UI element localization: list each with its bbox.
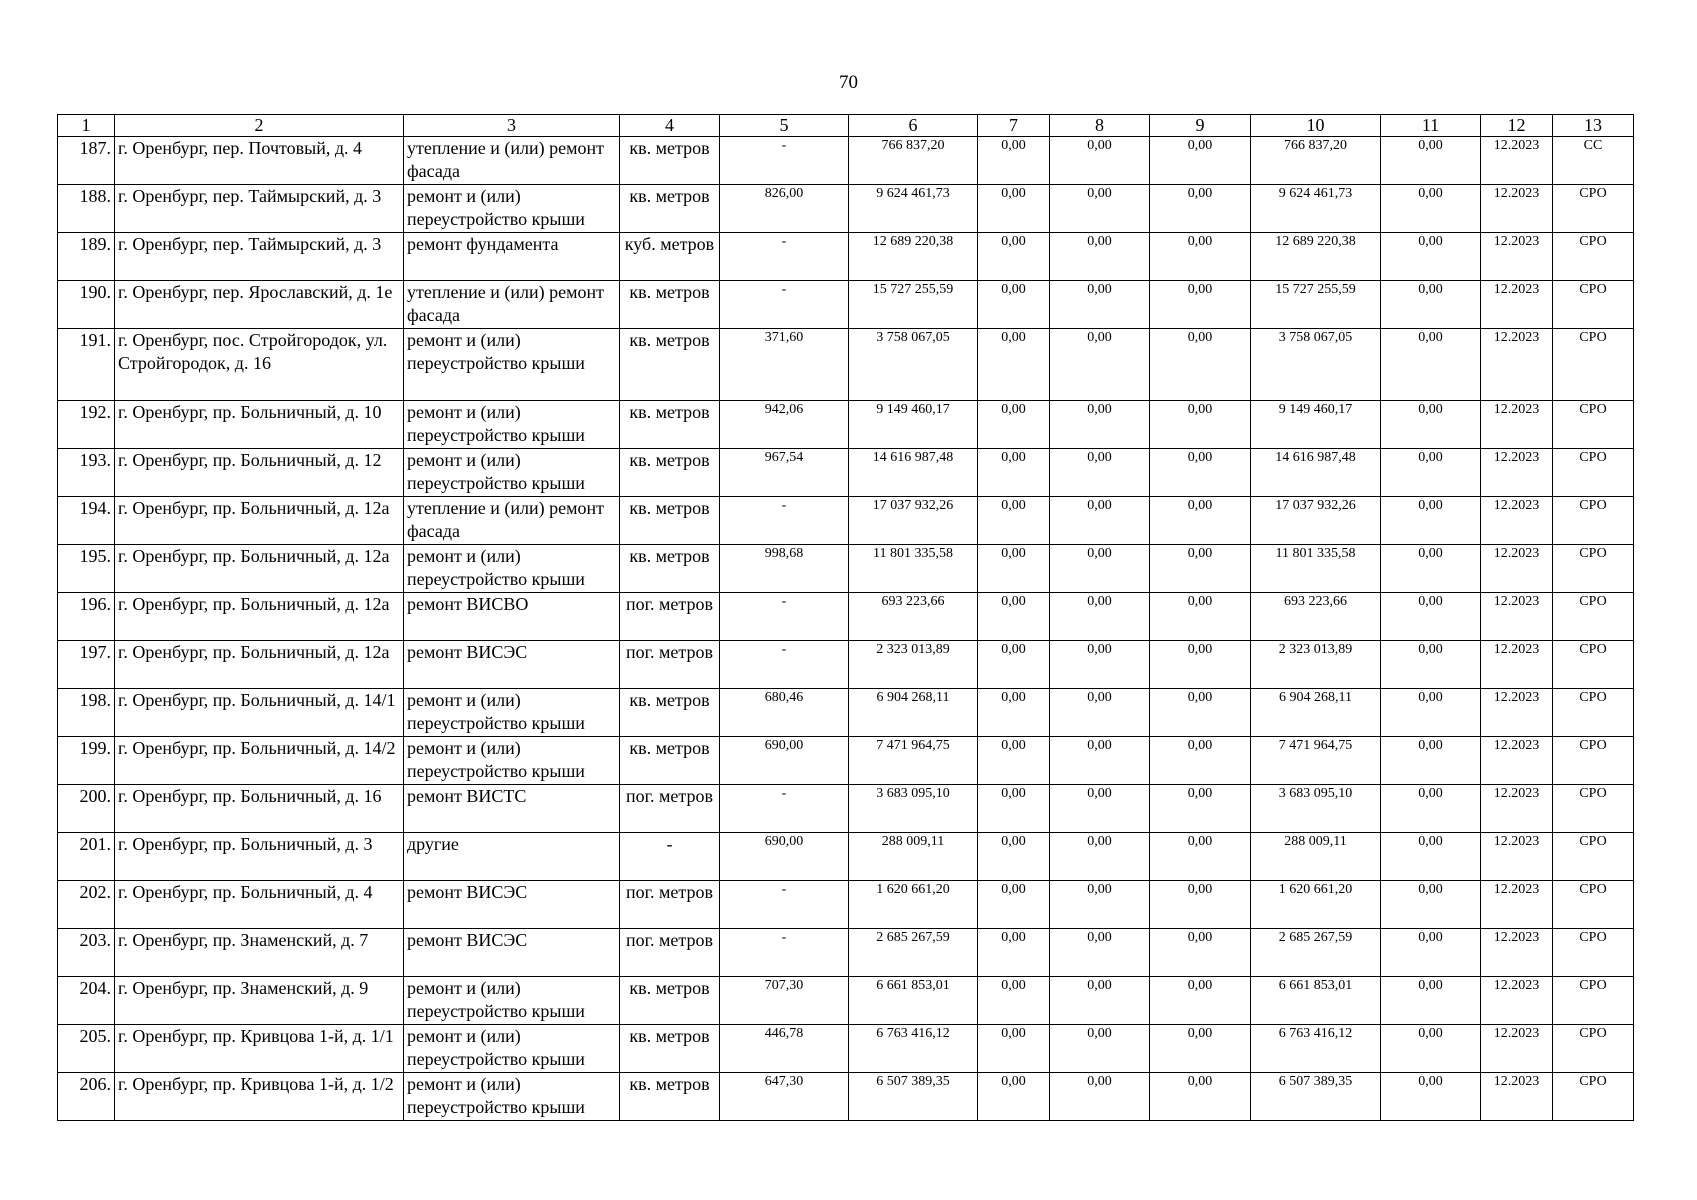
cell-fund-local: 0,00 [1150,449,1251,497]
cell-fund-federal: 0,00 [978,785,1050,833]
cell-address: г. Оренбург, пр. Больничный, д. 14/2 [115,737,404,785]
cell-completion-date: 12.2023 [1481,785,1553,833]
table-row [58,449,1634,497]
cell-total-cost: 288 009,11 [849,833,978,881]
cell-fund-regional: 0,00 [1050,593,1150,641]
cell-fund-method: СРО [1553,641,1634,689]
cell-address: г. Оренбург, пр. Больничный, д. 12а [115,497,404,545]
cell-fund-federal: 0,00 [978,137,1050,185]
table-row [58,281,1634,329]
cell-fund-other: 0,00 [1381,137,1481,185]
column-header-11: 11 [1381,115,1481,137]
cell-fund-local: 0,00 [1150,329,1251,401]
table-row [58,737,1634,785]
cell-fund-method: СРО [1553,497,1634,545]
cell-row-number: 191. [58,329,115,401]
cell-row-number: 206. [58,1073,115,1121]
cell-total-cost: 11 801 335,58 [849,545,978,593]
cell-fund-owners: 288 009,11 [1251,833,1381,881]
cell-fund-federal: 0,00 [978,401,1050,449]
cell-address: г. Оренбург, пр. Больничный, д. 14/1 [115,689,404,737]
cell-completion-date: 12.2023 [1481,329,1553,401]
cell-fund-federal: 0,00 [978,497,1050,545]
cell-volume: 707,30 [720,977,849,1025]
cell-fund-federal: 0,00 [978,641,1050,689]
cell-total-cost: 9 149 460,17 [849,401,978,449]
cell-completion-date: 12.2023 [1481,233,1553,281]
column-header-3: 3 [404,115,620,137]
cell-fund-owners: 9 149 460,17 [1251,401,1381,449]
cell-fund-method: СРО [1553,1025,1634,1073]
cell-address: г. Оренбург, пер. Таймырский, д. 3 [115,233,404,281]
cell-row-number: 187. [58,137,115,185]
cell-unit: кв. метров [620,449,720,497]
cell-volume: 680,46 [720,689,849,737]
cell-unit: кв. метров [620,497,720,545]
cell-fund-federal: 0,00 [978,545,1050,593]
table-row [58,497,1634,545]
cell-completion-date: 12.2023 [1481,641,1553,689]
cell-fund-owners: 6 661 853,01 [1251,977,1381,1025]
cell-address: г. Оренбург, пр. Больничный, д. 12а [115,593,404,641]
column-header-2: 2 [115,115,404,137]
cell-completion-date: 12.2023 [1481,449,1553,497]
cell-unit: куб. метров [620,233,720,281]
cell-volume: - [720,881,849,929]
cell-completion-date: 12.2023 [1481,545,1553,593]
cell-address: г. Оренбург, пр. Знаменский, д. 9 [115,977,404,1025]
cell-completion-date: 12.2023 [1481,1025,1553,1073]
cell-fund-federal: 0,00 [978,833,1050,881]
cell-fund-local: 0,00 [1150,785,1251,833]
table-row [58,401,1634,449]
cell-work-type: ремонт ВИСЭС [404,641,620,689]
cell-unit: пог. метров [620,785,720,833]
cell-completion-date: 12.2023 [1481,401,1553,449]
cell-volume: - [720,281,849,329]
cell-fund-regional: 0,00 [1050,1025,1150,1073]
table-row [58,881,1634,929]
cell-total-cost: 9 624 461,73 [849,185,978,233]
cell-total-cost: 15 727 255,59 [849,281,978,329]
cell-work-type: ремонт фундамента [404,233,620,281]
cell-row-number: 189. [58,233,115,281]
cell-completion-date: 12.2023 [1481,689,1553,737]
cell-fund-method: СС [1553,137,1634,185]
cell-work-type: ремонт ВИСЭС [404,881,620,929]
cell-row-number: 205. [58,1025,115,1073]
cell-unit: пог. метров [620,881,720,929]
cell-total-cost: 14 616 987,48 [849,449,978,497]
cell-completion-date: 12.2023 [1481,497,1553,545]
column-header-5: 5 [720,115,849,137]
table-body [58,115,1634,1121]
cell-fund-federal: 0,00 [978,881,1050,929]
cell-total-cost: 6 904 268,11 [849,689,978,737]
cell-fund-method: СРО [1553,1073,1634,1121]
cell-fund-owners: 6 507 389,35 [1251,1073,1381,1121]
table-row [58,233,1634,281]
cell-completion-date: 12.2023 [1481,137,1553,185]
cell-fund-local: 0,00 [1150,977,1251,1025]
cell-fund-method: СРО [1553,785,1634,833]
cell-work-type: ремонт и (или) переустройство крыши [404,185,620,233]
cell-fund-other: 0,00 [1381,593,1481,641]
cell-address: г. Оренбург, пр. Знаменский, д. 7 [115,929,404,977]
cell-completion-date: 12.2023 [1481,1073,1553,1121]
cell-unit: - [620,833,720,881]
cell-address: г. Оренбург, пер. Ярославский, д. 1е [115,281,404,329]
cell-total-cost: 6 507 389,35 [849,1073,978,1121]
cell-volume: - [720,497,849,545]
cell-unit: кв. метров [620,1073,720,1121]
cell-fund-regional: 0,00 [1050,641,1150,689]
table-row [58,785,1634,833]
cell-fund-local: 0,00 [1150,833,1251,881]
cell-fund-owners: 766 837,20 [1251,137,1381,185]
cell-address: г. Оренбург, пр. Больничный, д. 4 [115,881,404,929]
cell-volume: 446,78 [720,1025,849,1073]
cell-total-cost: 693 223,66 [849,593,978,641]
cell-fund-regional: 0,00 [1050,233,1150,281]
cell-volume: - [720,137,849,185]
cell-row-number: 192. [58,401,115,449]
cell-fund-regional: 0,00 [1050,281,1150,329]
cell-work-type: ремонт и (или) переустройство крыши [404,449,620,497]
cell-fund-other: 0,00 [1381,545,1481,593]
cell-volume: - [720,929,849,977]
cell-fund-other: 0,00 [1381,785,1481,833]
column-header-10: 10 [1251,115,1381,137]
cell-fund-other: 0,00 [1381,329,1481,401]
cell-fund-local: 0,00 [1150,1025,1251,1073]
cell-unit: кв. метров [620,545,720,593]
cell-fund-method: СРО [1553,233,1634,281]
cell-unit: пог. метров [620,929,720,977]
cell-fund-regional: 0,00 [1050,929,1150,977]
cell-fund-federal: 0,00 [978,977,1050,1025]
cell-work-type: ремонт и (или) переустройство крыши [404,1073,620,1121]
cell-fund-federal: 0,00 [978,185,1050,233]
cell-fund-method: СРО [1553,737,1634,785]
column-header-13: 13 [1553,115,1634,137]
cell-fund-regional: 0,00 [1050,977,1150,1025]
cell-volume: - [720,785,849,833]
cell-row-number: 203. [58,929,115,977]
cell-work-type: ремонт ВИСВО [404,593,620,641]
table-row [58,185,1634,233]
cell-fund-owners: 15 727 255,59 [1251,281,1381,329]
cell-fund-regional: 0,00 [1050,881,1150,929]
cell-fund-regional: 0,00 [1050,785,1150,833]
cell-unit: кв. метров [620,977,720,1025]
cell-fund-federal: 0,00 [978,1025,1050,1073]
cell-work-type: ремонт ВИСЭС [404,929,620,977]
cell-fund-federal: 0,00 [978,1073,1050,1121]
cell-row-number: 200. [58,785,115,833]
column-header-8: 8 [1050,115,1150,137]
cell-total-cost: 3 758 067,05 [849,329,978,401]
table-row [58,929,1634,977]
cell-fund-other: 0,00 [1381,1025,1481,1073]
cell-fund-federal: 0,00 [978,737,1050,785]
cell-address: г. Оренбург, пр. Кривцова 1-й, д. 1/1 [115,1025,404,1073]
cell-fund-regional: 0,00 [1050,449,1150,497]
cell-volume: 967,54 [720,449,849,497]
cell-fund-method: СРО [1553,281,1634,329]
cell-volume: - [720,641,849,689]
cell-total-cost: 7 471 964,75 [849,737,978,785]
cell-fund-local: 0,00 [1150,737,1251,785]
cell-fund-federal: 0,00 [978,329,1050,401]
cell-fund-other: 0,00 [1381,1073,1481,1121]
cell-fund-method: СРО [1553,545,1634,593]
cell-total-cost: 766 837,20 [849,137,978,185]
cell-completion-date: 12.2023 [1481,593,1553,641]
table-row [58,977,1634,1025]
cell-fund-method: СРО [1553,833,1634,881]
cell-fund-other: 0,00 [1381,641,1481,689]
table-row [58,545,1634,593]
cell-total-cost: 2 323 013,89 [849,641,978,689]
cell-fund-owners: 6 763 416,12 [1251,1025,1381,1073]
cell-work-type: ремонт и (или) переустройство крыши [404,737,620,785]
cell-row-number: 188. [58,185,115,233]
cell-row-number: 197. [58,641,115,689]
cell-fund-other: 0,00 [1381,833,1481,881]
cell-total-cost: 1 620 661,20 [849,881,978,929]
column-header-6: 6 [849,115,978,137]
cell-completion-date: 12.2023 [1481,929,1553,977]
cell-row-number: 190. [58,281,115,329]
cell-completion-date: 12.2023 [1481,833,1553,881]
cell-fund-method: СРО [1553,593,1634,641]
table-row [58,137,1634,185]
cell-fund-method: СРО [1553,449,1634,497]
cell-row-number: 193. [58,449,115,497]
cell-fund-regional: 0,00 [1050,737,1150,785]
table-row [58,833,1634,881]
cell-fund-method: СРО [1553,929,1634,977]
cell-volume: 998,68 [720,545,849,593]
cell-fund-method: СРО [1553,401,1634,449]
cell-row-number: 194. [58,497,115,545]
cell-volume: 647,30 [720,1073,849,1121]
cell-fund-local: 0,00 [1150,137,1251,185]
cell-fund-federal: 0,00 [978,929,1050,977]
cell-fund-local: 0,00 [1150,185,1251,233]
cell-address: г. Оренбург, пр. Больничный, д. 12а [115,545,404,593]
cell-fund-owners: 9 624 461,73 [1251,185,1381,233]
cell-work-type: ремонт и (или) переустройство крыши [404,329,620,401]
cell-fund-federal: 0,00 [978,449,1050,497]
cell-unit: кв. метров [620,737,720,785]
cell-fund-owners: 693 223,66 [1251,593,1381,641]
cell-unit: кв. метров [620,281,720,329]
cell-fund-local: 0,00 [1150,593,1251,641]
cell-work-type: утепление и (или) ремонт фасада [404,497,620,545]
cell-fund-local: 0,00 [1150,929,1251,977]
column-header-7: 7 [978,115,1050,137]
cell-address: г. Оренбург, пр. Кривцова 1-й, д. 1/2 [115,1073,404,1121]
cell-fund-other: 0,00 [1381,689,1481,737]
cell-fund-regional: 0,00 [1050,497,1150,545]
cell-completion-date: 12.2023 [1481,977,1553,1025]
cell-row-number: 204. [58,977,115,1025]
cell-total-cost: 12 689 220,38 [849,233,978,281]
cell-fund-other: 0,00 [1381,929,1481,977]
cell-row-number: 199. [58,737,115,785]
cell-fund-owners: 12 689 220,38 [1251,233,1381,281]
cell-row-number: 198. [58,689,115,737]
cell-unit: пог. метров [620,593,720,641]
cell-address: г. Оренбург, пр. Больничный, д. 12а [115,641,404,689]
cell-fund-other: 0,00 [1381,233,1481,281]
cell-volume: 690,00 [720,737,849,785]
table-row [58,641,1634,689]
cell-work-type: ремонт ВИСТС [404,785,620,833]
cell-fund-local: 0,00 [1150,641,1251,689]
cell-unit: пог. метров [620,641,720,689]
cell-fund-regional: 0,00 [1050,137,1150,185]
cell-address: г. Оренбург, пос. Стройгородок, ул. Стройгородок, д. 16 [115,329,404,401]
cell-row-number: 195. [58,545,115,593]
cell-fund-method: СРО [1553,689,1634,737]
cell-unit: кв. метров [620,185,720,233]
cell-fund-owners: 1 620 661,20 [1251,881,1381,929]
column-header-4: 4 [620,115,720,137]
cell-completion-date: 12.2023 [1481,185,1553,233]
cell-fund-other: 0,00 [1381,185,1481,233]
cell-fund-other: 0,00 [1381,401,1481,449]
cell-address: г. Оренбург, пер. Таймырский, д. 3 [115,185,404,233]
cell-fund-local: 0,00 [1150,281,1251,329]
cell-unit: кв. метров [620,689,720,737]
cell-unit: кв. метров [620,401,720,449]
cell-fund-owners: 6 904 268,11 [1251,689,1381,737]
cell-fund-local: 0,00 [1150,401,1251,449]
cell-fund-regional: 0,00 [1050,329,1150,401]
cell-fund-owners: 3 683 095,10 [1251,785,1381,833]
cell-fund-method: СРО [1553,329,1634,401]
cell-fund-owners: 3 758 067,05 [1251,329,1381,401]
cell-work-type: ремонт и (или) переустройство крыши [404,401,620,449]
cell-fund-other: 0,00 [1381,449,1481,497]
cell-work-type: ремонт и (или) переустройство крыши [404,689,620,737]
cell-fund-regional: 0,00 [1050,689,1150,737]
cell-fund-federal: 0,00 [978,233,1050,281]
cell-fund-owners: 14 616 987,48 [1251,449,1381,497]
cell-fund-other: 0,00 [1381,977,1481,1025]
cell-fund-owners: 2 323 013,89 [1251,641,1381,689]
cell-fund-federal: 0,00 [978,593,1050,641]
cell-volume: 690,00 [720,833,849,881]
column-header-9: 9 [1150,115,1251,137]
cell-fund-local: 0,00 [1150,881,1251,929]
cell-total-cost: 6 763 416,12 [849,1025,978,1073]
cell-work-type: ремонт и (или) переустройство крыши [404,545,620,593]
cell-work-type: ремонт и (или) переустройство крыши [404,977,620,1025]
table-row [58,593,1634,641]
cell-fund-regional: 0,00 [1050,545,1150,593]
cell-total-cost: 6 661 853,01 [849,977,978,1025]
cell-fund-owners: 17 037 932,26 [1251,497,1381,545]
cell-address: г. Оренбург, пр. Больничный, д. 16 [115,785,404,833]
cell-address: г. Оренбург, пер. Почтовый, д. 4 [115,137,404,185]
cell-total-cost: 2 685 267,59 [849,929,978,977]
column-header-1: 1 [58,115,115,137]
cell-fund-method: СРО [1553,185,1634,233]
cell-total-cost: 3 683 095,10 [849,785,978,833]
cell-work-type: другие [404,833,620,881]
cell-unit: кв. метров [620,1025,720,1073]
cell-address: г. Оренбург, пр. Больничный, д. 12 [115,449,404,497]
cell-fund-federal: 0,00 [978,689,1050,737]
table-row [58,329,1634,401]
cell-fund-local: 0,00 [1150,233,1251,281]
table-row [58,1025,1634,1073]
cell-fund-other: 0,00 [1381,881,1481,929]
column-number-header-row [58,115,1634,137]
cell-fund-federal: 0,00 [978,281,1050,329]
cell-fund-regional: 0,00 [1050,185,1150,233]
cell-fund-method: СРО [1553,977,1634,1025]
cell-work-type: утепление и (или) ремонт фасада [404,281,620,329]
cell-fund-local: 0,00 [1150,545,1251,593]
cell-fund-owners: 2 685 267,59 [1251,929,1381,977]
cell-fund-other: 0,00 [1381,497,1481,545]
cell-fund-local: 0,00 [1150,497,1251,545]
cell-work-type: ремонт и (или) переустройство крыши [404,1025,620,1073]
cell-total-cost: 17 037 932,26 [849,497,978,545]
cell-fund-other: 0,00 [1381,281,1481,329]
cell-address: г. Оренбург, пр. Больничный, д. 3 [115,833,404,881]
cell-fund-owners: 11 801 335,58 [1251,545,1381,593]
cell-completion-date: 12.2023 [1481,881,1553,929]
cell-fund-local: 0,00 [1150,1073,1251,1121]
cell-volume: - [720,593,849,641]
table-row [58,1073,1634,1121]
cell-completion-date: 12.2023 [1481,737,1553,785]
cell-row-number: 201. [58,833,115,881]
cell-fund-owners: 7 471 964,75 [1251,737,1381,785]
column-header-12: 12 [1481,115,1553,137]
cell-fund-method: СРО [1553,881,1634,929]
cell-fund-regional: 0,00 [1050,401,1150,449]
cell-volume: 371,60 [720,329,849,401]
cell-row-number: 202. [58,881,115,929]
cell-fund-local: 0,00 [1150,689,1251,737]
cell-volume: 942,06 [720,401,849,449]
page-number: 70 [839,72,858,93]
cell-row-number: 196. [58,593,115,641]
table-row [58,689,1634,737]
cell-fund-regional: 0,00 [1050,1073,1150,1121]
cell-address: г. Оренбург, пр. Больничный, д. 10 [115,401,404,449]
cell-completion-date: 12.2023 [1481,281,1553,329]
cell-fund-other: 0,00 [1381,737,1481,785]
cell-volume: 826,00 [720,185,849,233]
cell-volume: - [720,233,849,281]
cell-unit: кв. метров [620,137,720,185]
cell-fund-regional: 0,00 [1050,833,1150,881]
cell-work-type: утепление и (или) ремонт фасада [404,137,620,185]
capital-repair-table [57,114,1634,1121]
cell-unit: кв. метров [620,329,720,401]
